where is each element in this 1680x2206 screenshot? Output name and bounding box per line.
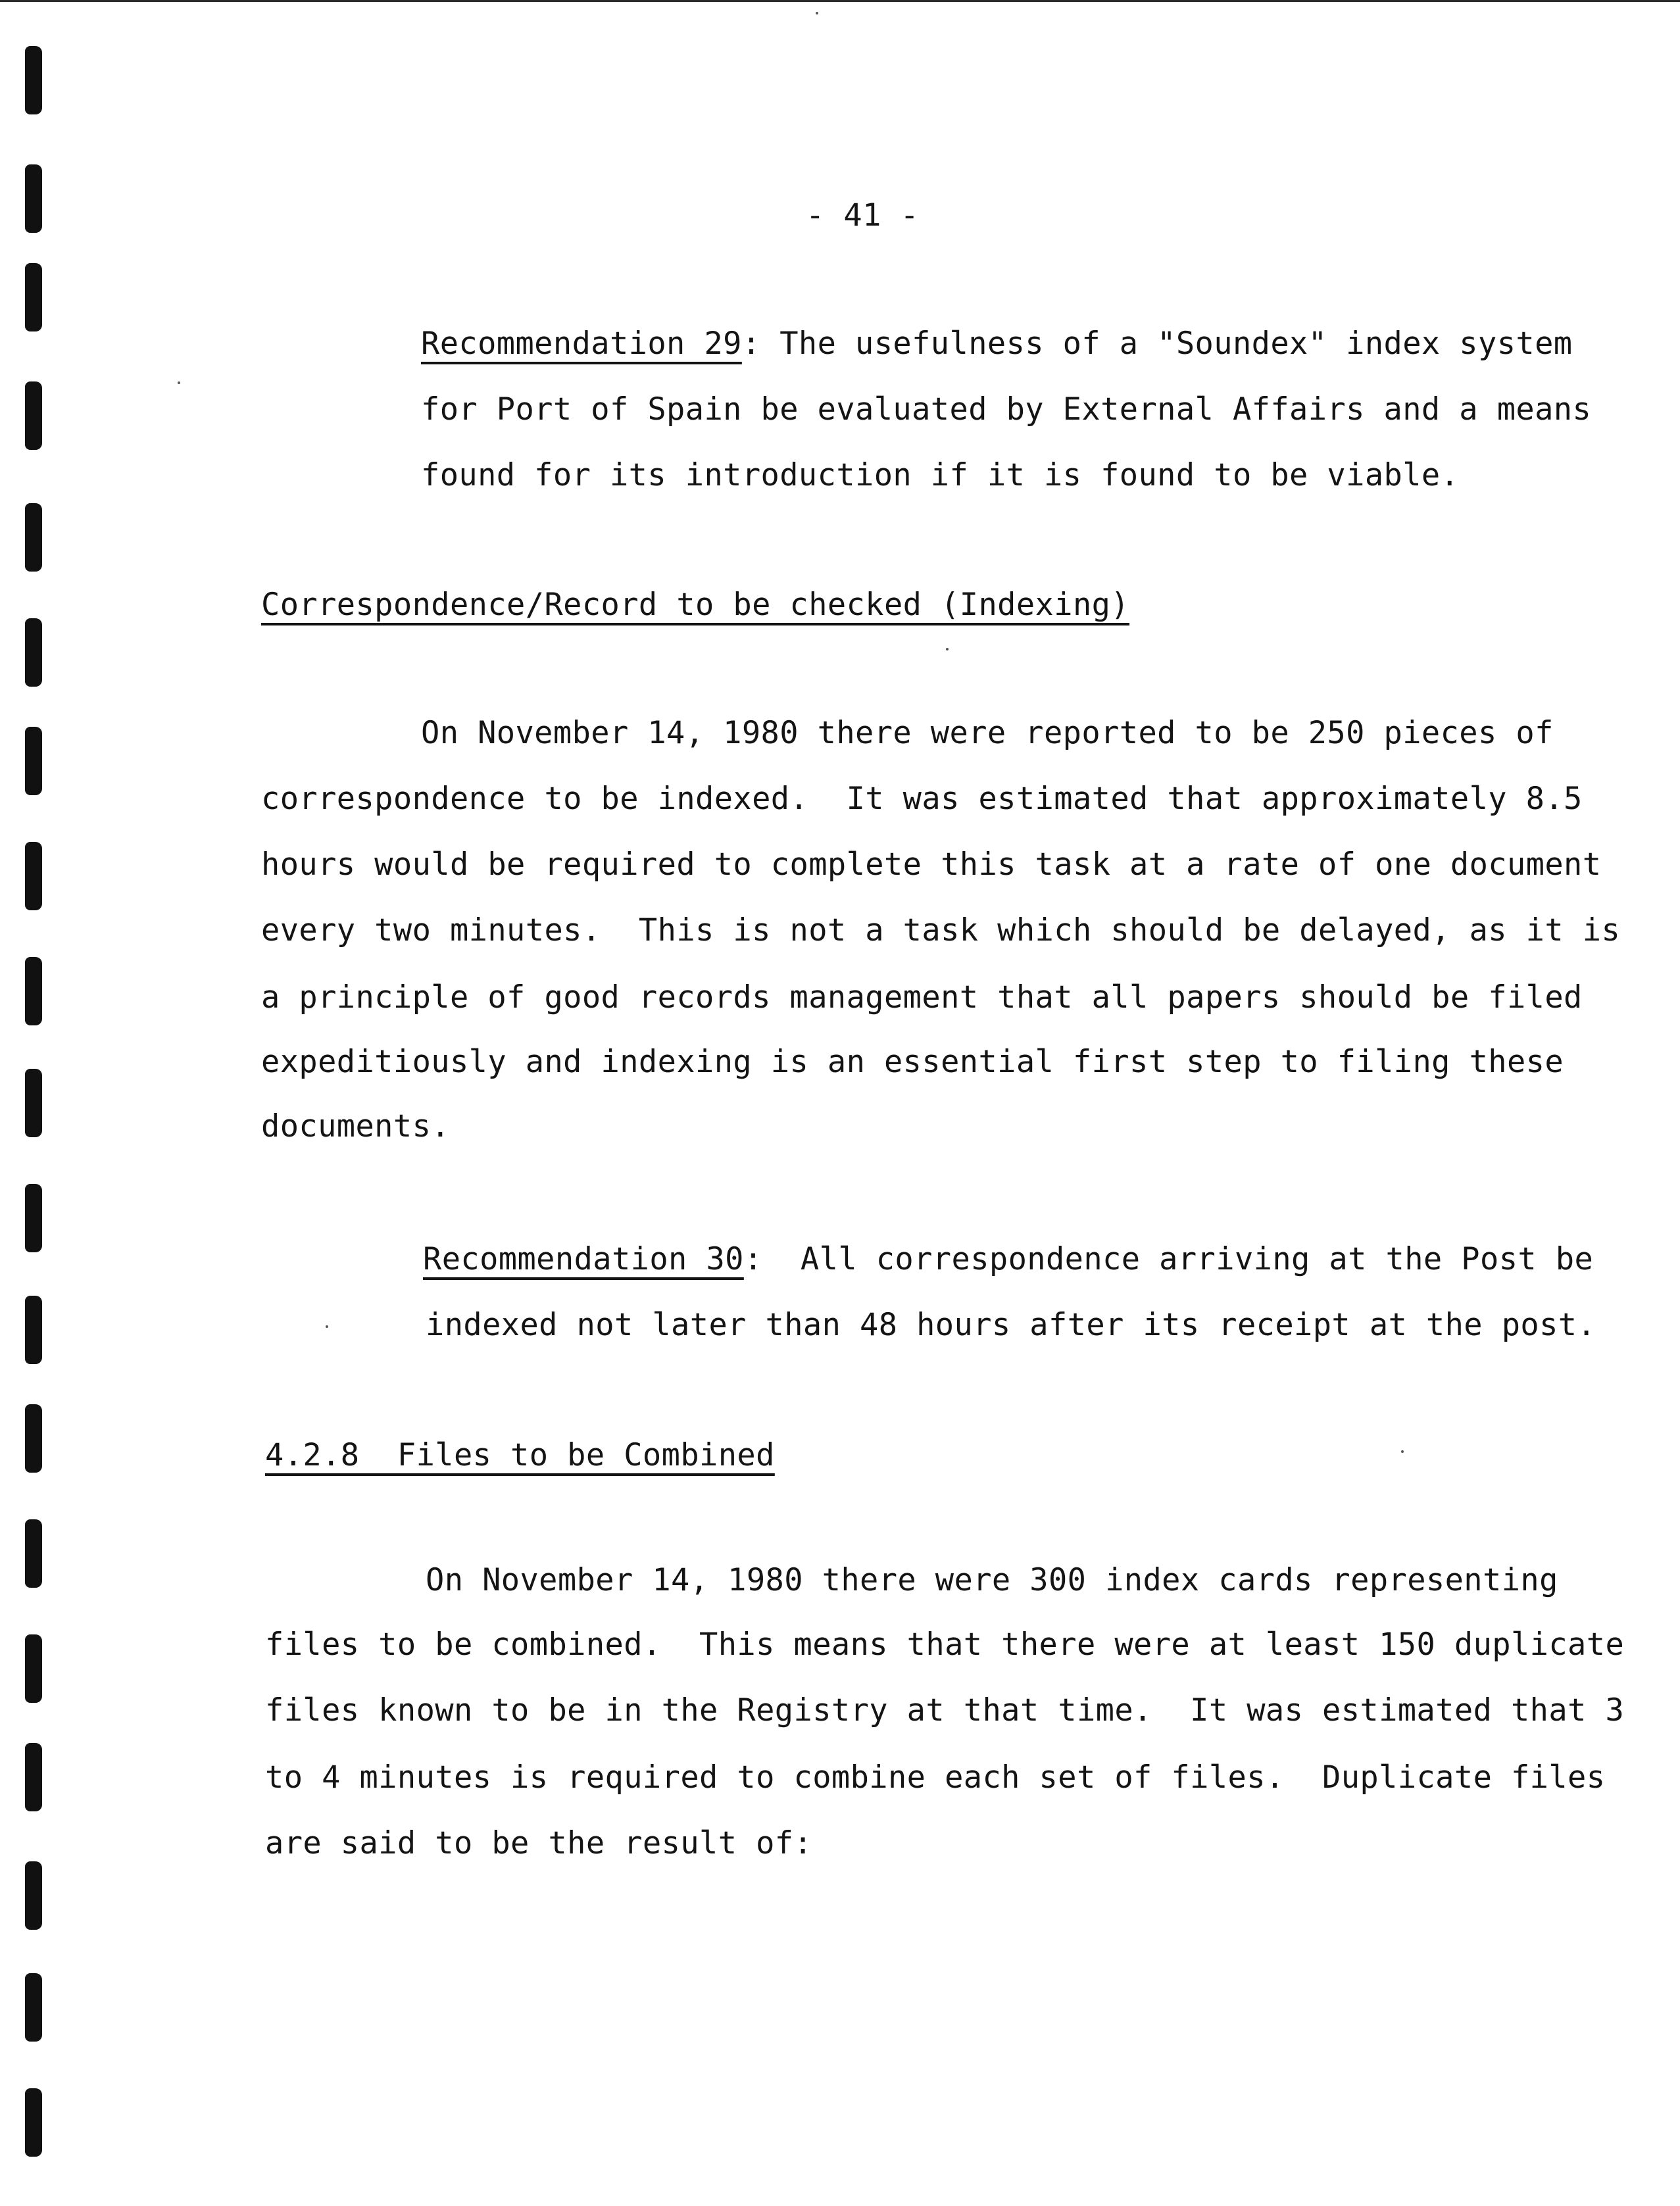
paragraph-line: expeditiously and indexing is an essential first step to filing these: [261, 1044, 1564, 1080]
scan-speck: [326, 1325, 328, 1328]
binding-strip: [14, 0, 54, 2206]
binding-hole: [25, 503, 42, 572]
paragraph-line: documents.: [261, 1108, 450, 1144]
paragraph-line: to 4 minutes is required to combine each set of files. Duplicate files: [265, 1759, 1606, 1796]
binding-hole: [25, 263, 42, 331]
binding-hole: [25, 2088, 42, 2157]
binding-hole: [25, 618, 42, 687]
binding-hole: [25, 1069, 42, 1137]
binding-hole: [25, 1973, 42, 2042]
binding-hole: [25, 1404, 42, 1473]
scan-speck: [178, 381, 180, 384]
scan-speck: [1401, 1450, 1404, 1453]
recommendation-29-text: : The usefulness of a "Soundex" index system: [741, 326, 1573, 362]
binding-hole: [25, 1519, 42, 1588]
paragraph-line: On November 14, 1980 there were 300 index cards representing: [426, 1562, 1558, 1598]
binding-hole: [25, 957, 42, 1025]
recommendation-30-text: : All correspondence arriving at the Post be: [743, 1241, 1594, 1277]
recommendation-30-line: [423, 1240, 1593, 1279]
recommendation-29-label: Recommendation 29: [421, 326, 742, 362]
paragraph-line: files known to be in the Registry at that time. It was estimated that 3: [265, 1692, 1625, 1728]
binding-hole: [25, 1634, 42, 1703]
section-heading-files-combined: 4.2.8 Files to be Combined: [265, 1437, 775, 1473]
binding-hole: [25, 46, 42, 114]
paragraph-line: every two minutes. This is not a task which should be delayed, as it is: [261, 912, 1621, 948]
paragraph-line: On November 14, 1980 there were reported to be 250 pieces of: [421, 715, 1554, 751]
binding-hole: [25, 381, 42, 450]
paragraph-line: correspondence to be indexed. It was estimated that approximately 8.5: [261, 781, 1583, 817]
binding-hole: [25, 1743, 42, 1811]
page-number: - 41 -: [806, 197, 920, 233]
binding-hole: [25, 164, 42, 233]
recommendation-29-line: found for its introduction if it is found to be viable.: [421, 457, 1460, 493]
binding-hole: [25, 1184, 42, 1252]
scan-speck: [946, 648, 949, 650]
recommendation-30-line: indexed not later than 48 hours after its receipt at the post.: [426, 1307, 1596, 1343]
page-top-edge: [0, 0, 1680, 2]
recommendation-30-label: Recommendation 30: [423, 1241, 744, 1277]
paragraph-line: files to be combined. This means that there were at least 150 duplicate: [265, 1627, 1625, 1663]
binding-hole: [25, 1861, 42, 1930]
paragraph-line: are said to be the result of:: [265, 1825, 813, 1861]
binding-hole: [25, 1296, 42, 1364]
recommendation-29-line: for Port of Spain be evaluated by External Affairs and a means: [421, 391, 1592, 428]
scan-speck: [816, 12, 818, 14]
recommendation-29-line: [421, 324, 1573, 364]
section-heading-indexing: Correspondence/Record to be checked (Indexing): [261, 587, 1130, 623]
paragraph-line: hours would be required to complete this task at a rate of one document: [261, 846, 1602, 883]
binding-hole: [25, 727, 42, 795]
binding-hole: [25, 842, 42, 910]
paragraph-line: a principle of good records management that all papers should be filed: [261, 979, 1583, 1016]
